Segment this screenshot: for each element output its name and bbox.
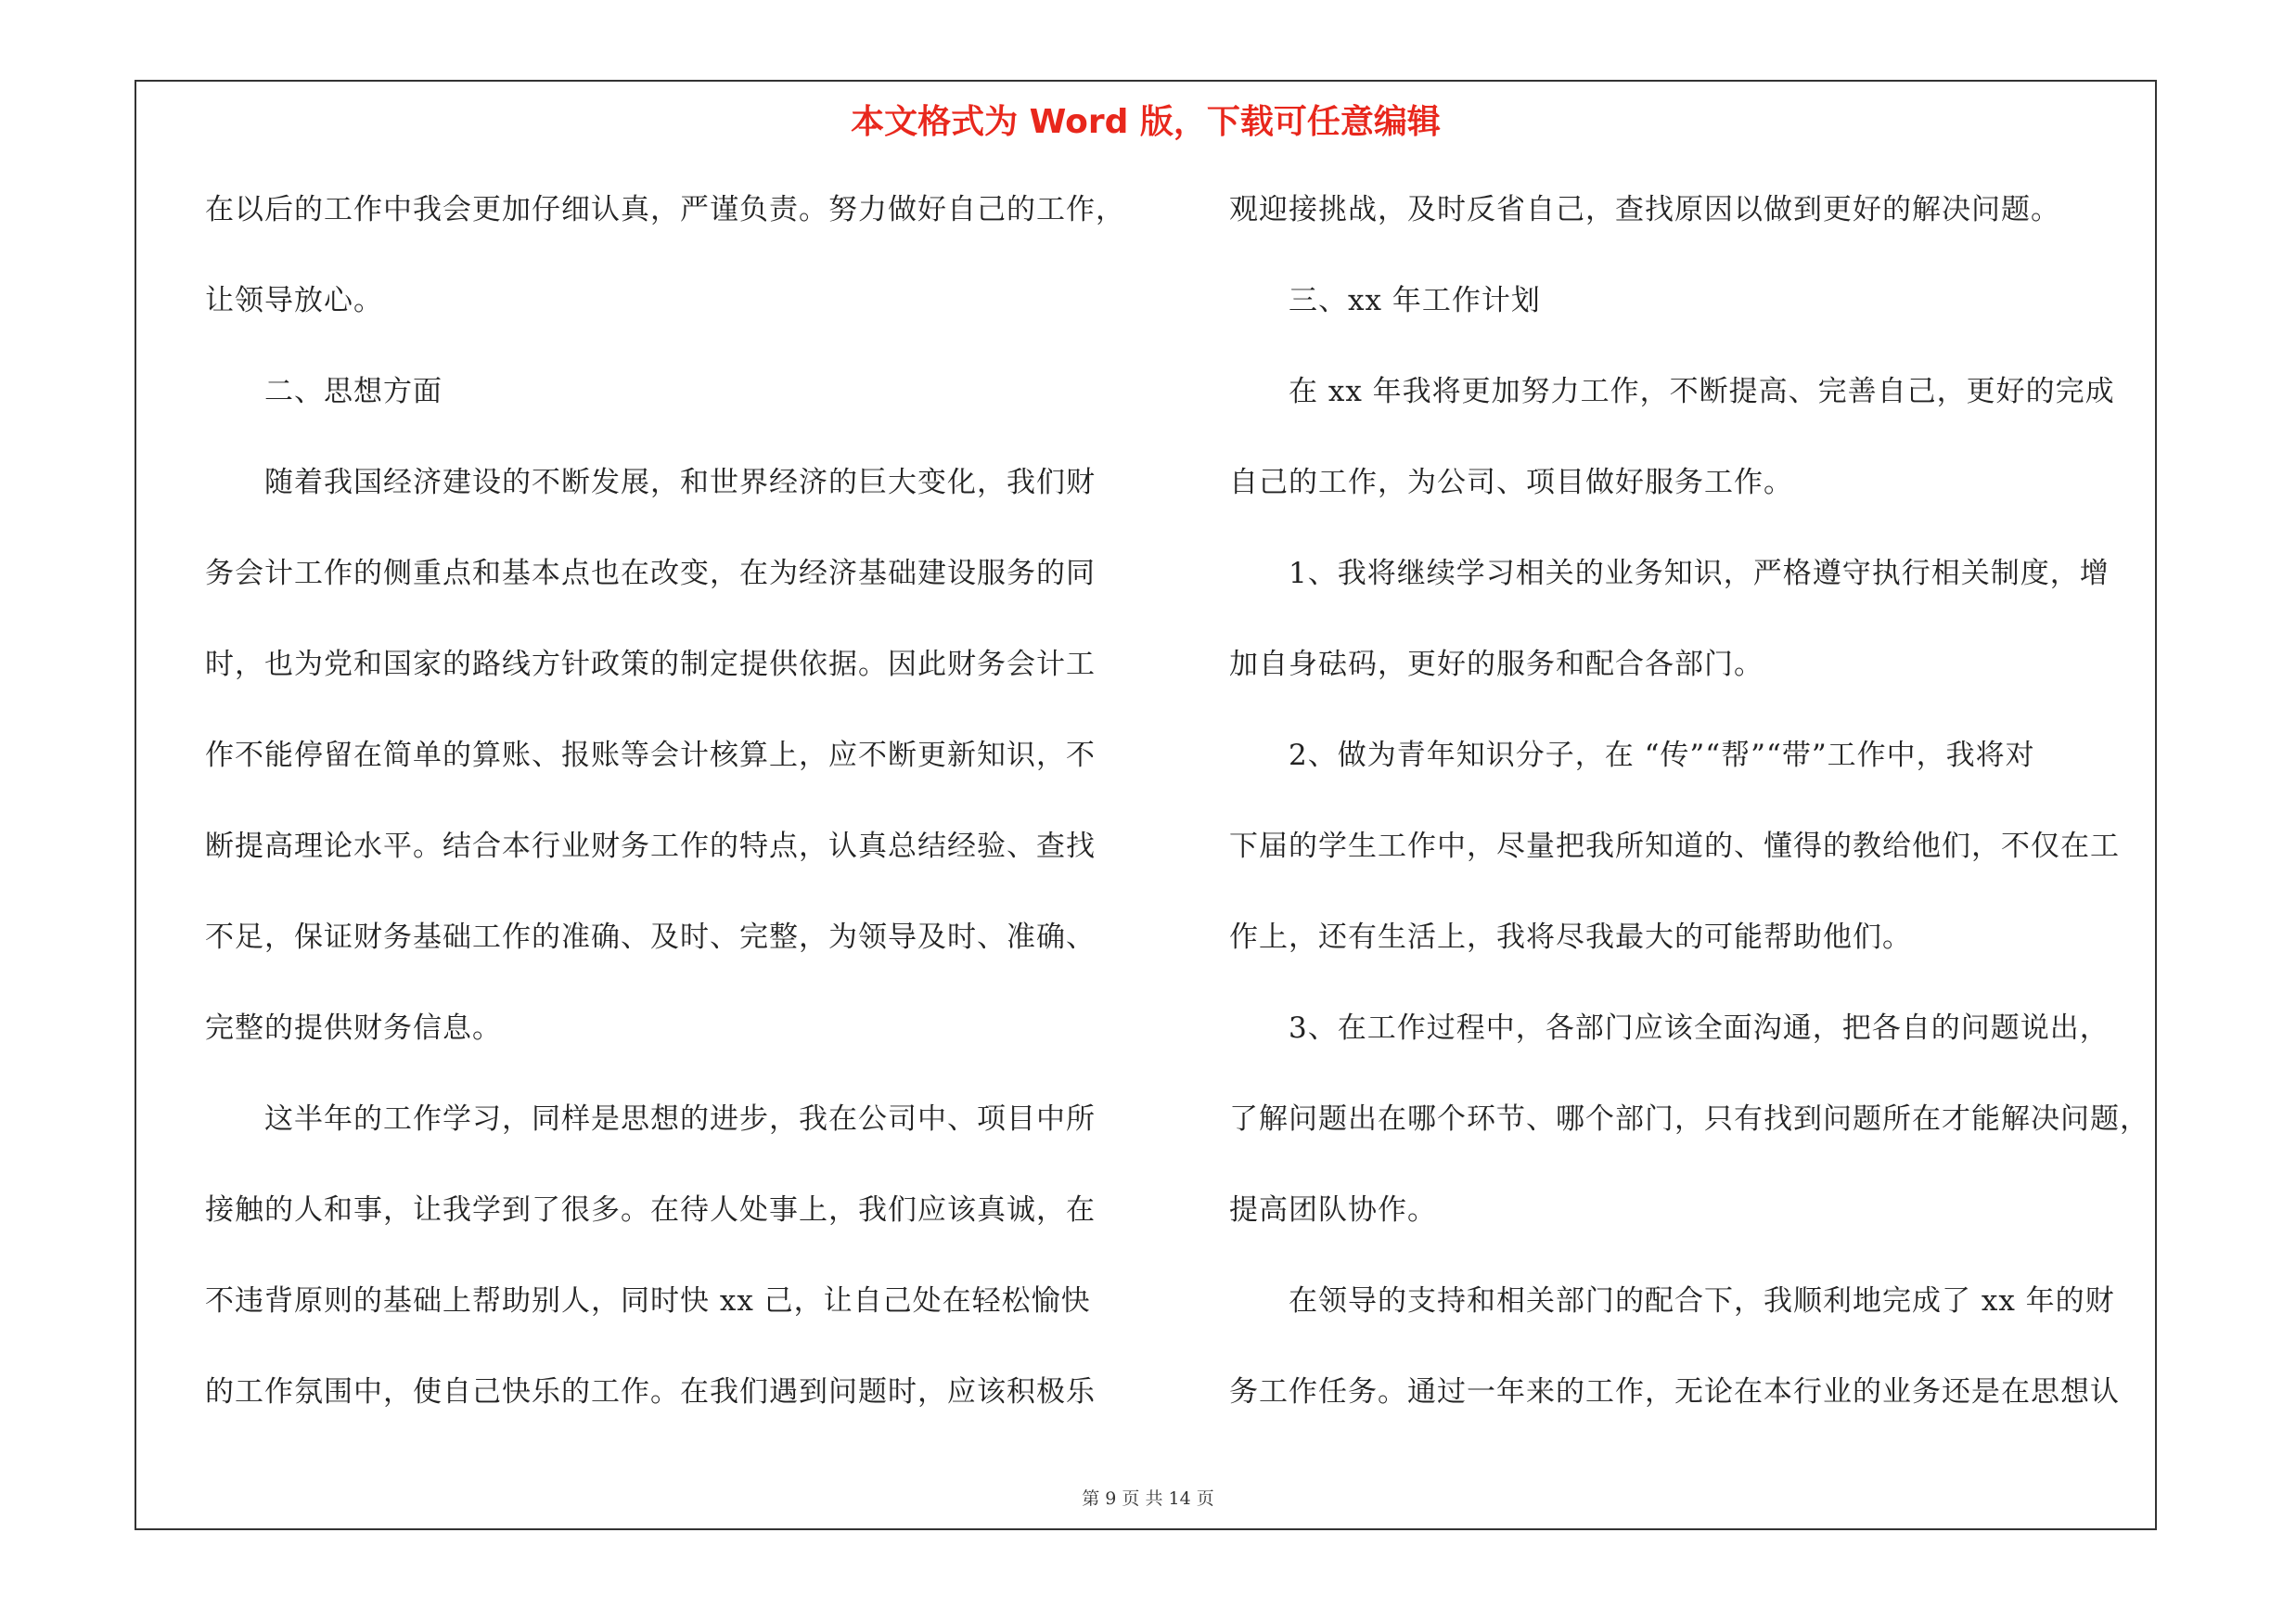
text-line: 自己的工作，为公司、项目做好服务工作。 [1229,466,1793,499]
text-line: 这半年的工作学习，同样是思想的进步，我在公司中、项目中所 [264,1102,1096,1136]
document-header-notice: 本文格式为 Word 版，下载可任意编辑 [851,103,1441,141]
section-heading: 三、xx 年工作计划 [1289,284,1541,317]
text-line: 让领导放心。 [205,284,383,317]
text-line: 在 xx 年我将更加努力工作，不断提高、完善自己，更好的完成 [1289,375,2115,408]
text-line: 1、我将继续学习相关的业务知识，严格遵守执行相关制度，增 [1289,557,2110,590]
section-heading: 二、思想方面 [264,375,443,408]
text-line: 3、在工作过程中，各部门应该全面沟通，把各自的问题说出， [1289,1011,2110,1045]
text-line: 的工作氛围中，使自己快乐的工作。在我们遇到问题时，应该积极乐 [205,1375,1096,1409]
text-line: 务工作任务。通过一年来的工作，无论在本行业的业务还是在思想认 [1229,1375,2120,1409]
text-line: 在领导的支持和相关部门的配合下，我顺利地完成了 xx 年的财 [1289,1284,2115,1318]
text-line: 完整的提供财务信息。 [205,1011,502,1045]
text-line: 务会计工作的侧重点和基本点也在改变，在为经济基础建设服务的同 [205,557,1096,590]
text-line: 断提高理论水平。结合本行业财务工作的特点，认真总结经验、查找 [205,830,1096,863]
text-line: 在以后的工作中我会更加仔细认真，严谨负责。努力做好自己的工作， [205,193,1125,226]
text-line: 了解问题出在哪个环节、哪个部门，只有找到问题所在才能解决问题， [1229,1102,2149,1136]
text-line: 加自身砝码，更好的服务和配合各部门。 [1229,648,1764,681]
page-number-footer: 第 9 页 共 14 页 [1082,1488,1214,1509]
text-line: 提高团队协作。 [1229,1193,1437,1227]
text-line: 随着我国经济建设的不断发展，和世界经济的巨大变化，我们财 [264,466,1096,499]
text-line: 时，也为党和国家的路线方针政策的制定提供依据。因此财务会计工 [205,648,1096,681]
text-line: 下届的学生工作中，尽量把我所知道的、懂得的教给他们，不仅在工 [1229,830,2120,863]
text-line: 观迎接挑战，及时反省自己，查找原因以做到更好的解决问题。 [1229,193,2060,226]
text-line: 作不能停留在简单的算账、报账等会计核算上，应不断更新知识，不 [205,739,1096,772]
text-line: 2、做为青年知识分子，在 “传”“帮”“带”工作中，我将对 [1289,739,2035,772]
text-line: 不违背原则的基础上帮助别人，同时快 xx 己，让自己处在轻松愉快 [205,1284,1091,1318]
text-line: 不足，保证财务基础工作的准确、及时、完整，为领导及时、准确、 [205,921,1096,954]
text-line: 作上，还有生活上，我将尽我最大的可能帮助他们。 [1229,921,1912,954]
text-line: 接触的人和事，让我学到了很多。在待人处事上，我们应该真诚，在 [205,1193,1096,1227]
